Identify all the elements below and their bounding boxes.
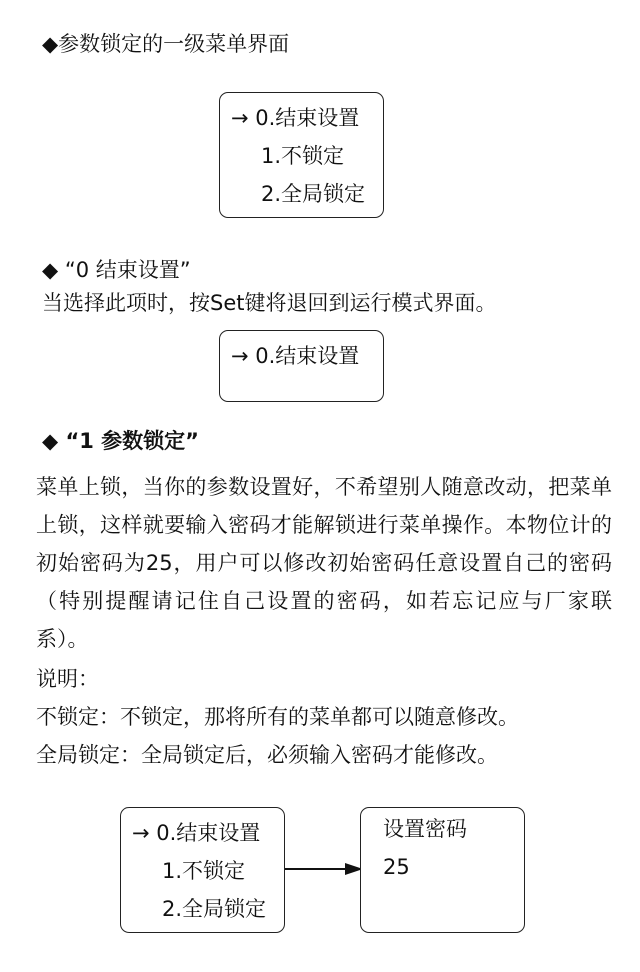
diagram-menu-box [120, 807, 285, 933]
lock-menu-box [219, 92, 384, 218]
password-box [360, 807, 525, 933]
menu-item-no-lock: 1.不锁定 [261, 144, 345, 168]
param-lock-heading: ◆ “1 参数锁定” [42, 429, 199, 453]
menu-item-global-lock: 2.全局锁定 [261, 182, 366, 206]
note-unlock: 不锁定：不锁定，那将所有的菜单都可以随意修改。 [36, 705, 519, 729]
diagram-menu-item-no-lock: 1.不锁定 [162, 859, 246, 883]
param-lock-paragraph: 菜单上锁，当你的参数设置好，不希望别人随意改动，把菜单上锁，这样就要输入密码才能解锁进行菜单操作。本物位计的初始密码为25，用户可以修改初始密码任意设置自己的密码（特别提醒请记住自己设置的密码，如若忘记应与厂家联系）。 [36, 475, 612, 651]
diagram-arrow-shaft [285, 868, 347, 870]
diagram-menu-item-global-lock: 2.全局锁定 [162, 897, 267, 921]
password-value: 25 [383, 855, 410, 879]
note-label: 说明： [36, 667, 99, 691]
password-label: 设置密码 [383, 817, 467, 841]
diagram-menu-item-end-setup: → 0.结束设置 [132, 821, 261, 845]
end-setup-heading: ◆ “0 结束设置” [42, 258, 191, 282]
end-setup-box [219, 330, 384, 402]
end-setup-description: 当选择此项时，按Set键将退回到运行模式界面。 [42, 291, 497, 315]
note-global-lock: 全局锁定：全局锁定后，必须输入密码才能修改。 [36, 743, 498, 767]
menu-item-end-setup: → 0.结束设置 [231, 106, 360, 130]
menu-section-heading: ◆参数锁定的一级菜单界面 [42, 32, 290, 56]
end-setup-box-item: → 0.结束设置 [231, 344, 360, 368]
